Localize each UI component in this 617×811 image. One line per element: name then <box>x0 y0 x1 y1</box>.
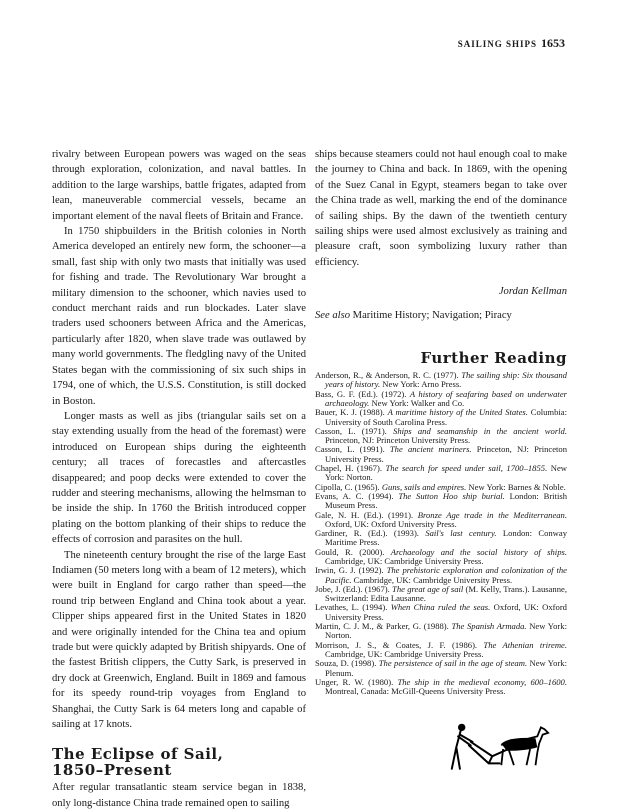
reference-entry <box>315 566 567 585</box>
reference-entry <box>315 548 567 567</box>
reference-pre: Bass, G. F. (Ed.). (1972). <box>315 388 410 399</box>
reference-title: Guns, sails and empires. <box>381 481 467 492</box>
reference-post: New York: Norton. <box>325 621 567 641</box>
body-paragraph: Longer masts as well as jibs (triangular sails set on a stay extending usually from the head of the foremast) were introduced on European ships during the eighteenth century; all traces of forecastles and aftercastles disappeared; and poop decks were extended to cover the rudder and steering mechanisms, allowing the helmsman to be inside the ship. In 1760 the British introduced copper plating on the bottom planking of their ships to reduce the effects of corrosion and parasites on the hull. <box>52 410 306 546</box>
reference-pre: Gale, N. H. (Ed.). (1991). <box>315 509 418 520</box>
plowing-figure-icon <box>430 722 560 776</box>
further-reading-heading: Further Reading <box>420 349 567 368</box>
reference-pre: Chapel, H. (1967). <box>315 463 386 474</box>
reference-title: The Sutton Hoo ship burial. <box>398 490 505 501</box>
page-number: 1653 <box>541 36 565 50</box>
reference-entry <box>315 464 567 483</box>
reference-entry <box>315 511 567 530</box>
reference-entry <box>315 678 567 697</box>
see-also-label: See also <box>315 309 351 321</box>
running-head <box>458 36 565 51</box>
reference-post: Oxford, UK: Oxford University Press. <box>325 602 567 622</box>
reference-title: A history of seafaring based on underwater archaeology. <box>325 388 567 408</box>
reference-title: Ships and seamanship in the ancient world. <box>393 425 567 436</box>
reference-title: Sail's last century. <box>425 528 497 539</box>
reference-post: London: British Museum Press. <box>325 490 567 511</box>
body-paragraph: ships because steamers could not haul enough coal to make the journey to China and back. In 1869, with the opening of the Suez Canal in Egypt, steamers began to take over the China trade as well, marking the end of the dominance of sailing ships. By the dawn of the twentieth century sailing ships were used almost exclusively as training and pleasure craft, soon symbolizing luxury rather than efficiency. <box>315 149 567 268</box>
reference-pre: Gardiner, R. (Ed.). (1993). <box>315 528 426 539</box>
reference-post: Columbia: University of South Carolina Press. <box>325 407 567 427</box>
author-byline: Jordan Kellman <box>498 286 567 298</box>
reference-pre: Jobe, J. (Ed.). (1967). <box>315 583 393 594</box>
see-also-links: Maritime History; Navigation; Piracy <box>350 309 512 321</box>
reference-post: New York: Barnes & Noble. <box>466 481 566 492</box>
reference-post: Montreal, Canada: McGill-Queens University Press. <box>325 686 506 697</box>
reference-entry <box>315 622 567 641</box>
reference-title: The ancient mariners. <box>389 444 472 455</box>
reference-pre: Gould, R. (2000). <box>315 546 391 557</box>
reference-entry <box>315 371 567 390</box>
body-paragraph: After regular transatlantic steam service began in 1838, only long-distance China trade remained open to sailing <box>52 782 306 809</box>
reference-post: Oxford, UK: Oxford University Press. <box>325 518 457 529</box>
reference-post: New York: Arno Press. <box>380 379 462 390</box>
reference-pre: Irwin, G. J. (1992). <box>315 565 387 576</box>
reference-entry <box>315 659 567 678</box>
reference-post: New York: Norton. <box>325 463 567 483</box>
reference-pre: Bauer, K. J. (1988). <box>315 407 388 418</box>
body-paragraph: rivalry between European powers was waged on the seas through exploration, colonization, and naval battles. In addition to the large warships, battle frigates, adapted from lean, maneuverable commercial vessels, became an important element of the naval fleets of Britain and France. <box>52 149 306 222</box>
reference-post: Princeton, NJ: Princeton University Press. <box>325 444 568 464</box>
reference-pre: Evans, A. C. (1994). <box>315 490 399 501</box>
reference-title: The prehistoric exploration and colonization of the Pacific. <box>325 565 567 585</box>
reference-entry <box>315 390 567 409</box>
running-head-section: SAILING SHIPS <box>457 39 537 49</box>
reference-pre: Souza, D. (1998). <box>315 658 379 669</box>
reference-entry <box>315 445 567 464</box>
reference-title: The search for speed under sail, 1700–1855. <box>385 463 548 474</box>
reference-post: Cambridge, UK: Cambridge University Press. <box>325 556 484 566</box>
reference-entry <box>315 603 567 622</box>
reference-title: The persistence of sail in the age of steam. <box>378 658 528 669</box>
reference-post: Princeton, NJ: Princeton University Press. <box>325 435 471 446</box>
reference-post: Cambridge, UK: Cambridge University Press. <box>351 574 513 585</box>
left-column <box>52 147 306 811</box>
reference-entry <box>315 585 567 604</box>
reference-title: When China ruled the seas. <box>390 602 491 613</box>
see-also <box>315 308 567 323</box>
reference-title: The great age of sail <box>392 583 464 594</box>
body-paragraph: In 1750 shipbuilders in the British colonies in North America developed an entirely new form, the schooner—a small, fast ship with only two masts that initially was used for fishing and trade. The Revolutionary War brought a military dimension to the schooner, which navies used to conduct merchant raids and run blockades. Later slave traders used schooners between Africa and the Americas, particularly after 1820, when slave trade was outlawed by many world governments. The fledgling navy of the United States began with the commissioning of six such ships in 1794, one of which, the U.S.S. Constitution, is still docked in Boston. <box>52 226 306 407</box>
reference-pre: Unger, R. W. (1980). <box>315 676 398 687</box>
reference-pre: Anderson, R., & Anderson, R. C. (1977). <box>315 370 462 381</box>
reference-entry <box>315 529 567 548</box>
reference-post: New York: Walker and Co. <box>369 397 465 408</box>
reference-post: (M. Kelly, Trans.). Lausanne, Switzerland: Edita Lausanne. <box>325 583 567 604</box>
reference-title: Bronze Age trade in the Mediterranean. <box>417 509 568 520</box>
reference-post: Cambridge, UK: Cambridge University Press. <box>325 648 484 659</box>
reference-pre: Cipolla, C. (1965). <box>315 481 382 492</box>
reference-title: The Athenian trireme. <box>483 639 567 650</box>
reference-pre: Morrison, J. S., & Coates, J. F. (1986). <box>315 639 484 650</box>
reference-pre: Casson, L. (1991). <box>315 444 390 455</box>
right-column <box>315 147 567 696</box>
section-heading-line1: The Eclipse of Sail, <box>52 745 224 764</box>
reference-title: A maritime history of the United States. <box>387 407 528 418</box>
reference-title: The sailing ship: Six thousand years of history. <box>325 370 567 390</box>
reference-title: Archaeology and the social history of ships. <box>390 546 567 557</box>
section-heading <box>52 746 306 778</box>
reference-entry <box>315 641 567 660</box>
reference-pre: Casson, L. (1971). <box>315 425 394 436</box>
reference-post: London: Conway Maritime Press. <box>325 528 567 548</box>
body-paragraph: The nineteenth century brought the rise of the large East Indiamen (50 meters long with a beam of 12 meters), which were built in England for cargo rather than speed—the round trip between England and China took about a year. Clipper ships appeared first in the United States in 1820 and were originally intended for the China tea and opium trade but were quickly adapted by British shipyards. One of the fastest British clippers, the Cutty Sark, is preserved in dry dock at Greenwich, England. Built in 1869 and famous for its speedy round-trip voyages from England to Shanghai, the Cutty Sark is 64 meters long and capable of sailing at 17 knots. <box>52 549 306 731</box>
reference-list <box>315 371 567 696</box>
reference-entry <box>315 492 567 511</box>
reference-pre: Levathes, L. (1994). <box>315 602 391 613</box>
reference-pre: Martin, C. J. M., & Parker, G. (1988). <box>315 621 452 632</box>
reference-entry <box>315 408 567 427</box>
reference-title: The ship in the medieval economy, 600–1600. <box>397 676 568 687</box>
reference-entry <box>315 427 567 446</box>
reference-title: The Spanish Armada. <box>451 621 527 632</box>
section-heading-line2: 1850–Present <box>52 761 172 780</box>
reference-post: New York: Plenum. <box>325 658 567 678</box>
